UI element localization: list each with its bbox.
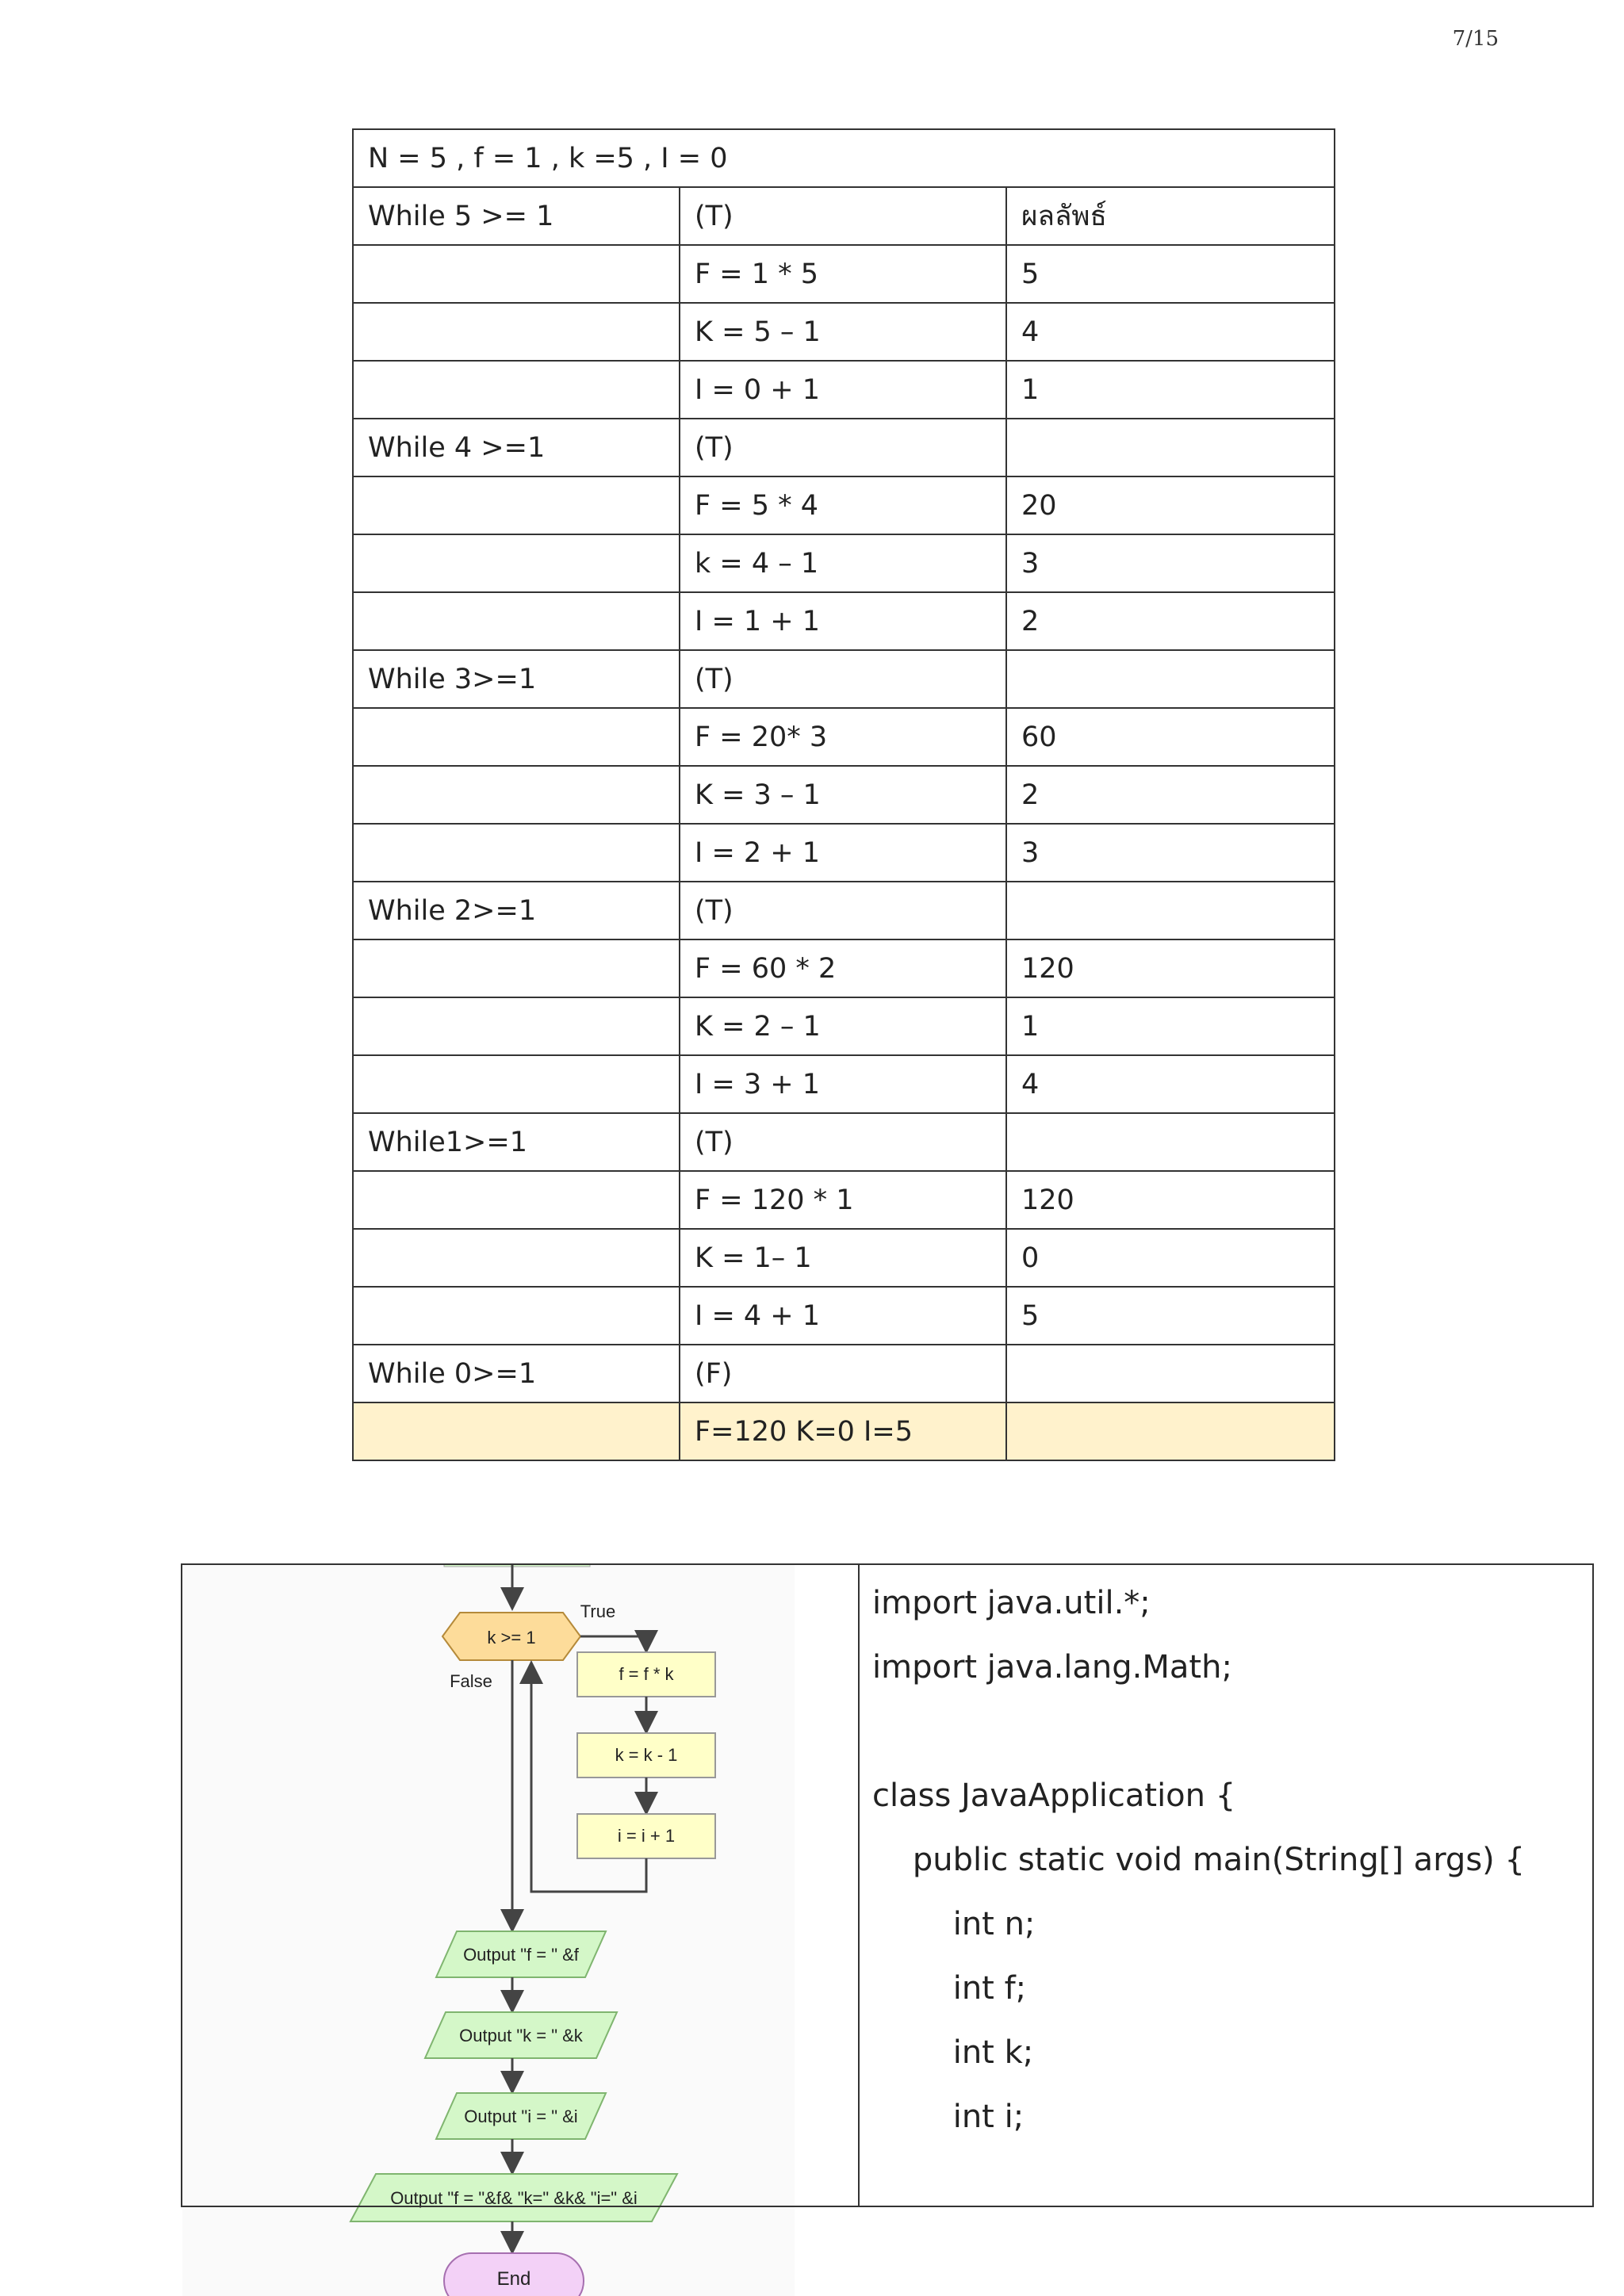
table-row xyxy=(353,419,1335,476)
result-cell: ผลลัพธ์ xyxy=(1006,187,1335,245)
statement-cell: I = 0 + 1 xyxy=(680,361,1006,419)
result-cell xyxy=(1006,1113,1335,1171)
table-row xyxy=(353,1229,1335,1287)
code-line: int i; xyxy=(872,2099,1025,2135)
table-row xyxy=(353,650,1335,708)
statement-cell: F=120 K=0 I=5 xyxy=(680,1402,1006,1460)
condition-cell xyxy=(353,245,680,303)
result-cell: 5 xyxy=(1006,245,1335,303)
result-cell: 120 xyxy=(1006,1171,1335,1229)
condition-cell xyxy=(353,708,680,766)
condition-cell xyxy=(353,592,680,650)
decision-label: k >= 1 xyxy=(487,1628,536,1647)
condition-cell: While1>=1 xyxy=(353,1113,680,1171)
statement-cell: (T) xyxy=(680,187,1006,245)
statement-cell: (T) xyxy=(680,650,1006,708)
statement-cell: (T) xyxy=(680,1113,1006,1171)
result-cell xyxy=(1006,882,1335,939)
frame-left-edge xyxy=(181,1563,182,2207)
page-number: 7/15 xyxy=(1452,27,1499,51)
process-label: k = k - 1 xyxy=(615,1745,678,1765)
condition-cell: While 4 >=1 xyxy=(353,419,680,476)
result-cell: 2 xyxy=(1006,592,1335,650)
result-cell: 20 xyxy=(1006,476,1335,534)
condition-cell: While 3>=1 xyxy=(353,650,680,708)
result-cell xyxy=(1006,1402,1335,1460)
condition-cell: While 5 >= 1 xyxy=(353,187,680,245)
statement-cell: (T) xyxy=(680,419,1006,476)
table-row xyxy=(353,476,1335,534)
table-row xyxy=(353,939,1335,997)
process-label: f = f * k xyxy=(619,1664,674,1684)
result-cell: 3 xyxy=(1006,534,1335,592)
table-row xyxy=(353,534,1335,592)
result-cell: 4 xyxy=(1006,1055,1335,1113)
condition-cell xyxy=(353,476,680,534)
table-row xyxy=(353,1287,1335,1345)
output-label: Output "i = " &i xyxy=(464,2107,578,2126)
statement-cell: I = 4 + 1 xyxy=(680,1287,1006,1345)
condition-cell: While 2>=1 xyxy=(353,882,680,939)
result-cell: 0 xyxy=(1006,1229,1335,1287)
condition-cell xyxy=(353,824,680,882)
code-line: class JavaApplication { xyxy=(872,1777,1236,1814)
table-row xyxy=(353,766,1335,824)
frame-column-divider xyxy=(858,1563,860,2207)
statement-cell: k = 4 – 1 xyxy=(680,534,1006,592)
result-cell: 3 xyxy=(1006,824,1335,882)
statement-cell: I = 2 + 1 xyxy=(680,824,1006,882)
result-cell: 1 xyxy=(1006,997,1335,1055)
result-cell: 60 xyxy=(1006,708,1335,766)
output-label: Output "f = "&f& "k=" &k& "i=" &i xyxy=(390,2188,638,2208)
table-row xyxy=(353,361,1335,419)
table-row xyxy=(353,303,1335,361)
table-row xyxy=(353,1345,1335,1402)
table-row xyxy=(353,1171,1335,1229)
result-cell: 1 xyxy=(1006,361,1335,419)
table-row xyxy=(353,245,1335,303)
table-row xyxy=(353,592,1335,650)
statement-cell: K = 1– 1 xyxy=(680,1229,1006,1287)
statement-cell: F = 20* 3 xyxy=(680,708,1006,766)
statement-cell: F = 1 * 5 xyxy=(680,245,1006,303)
condition-cell xyxy=(353,1229,680,1287)
code-line: public static void main(String[] args) { xyxy=(872,1842,1525,1878)
statement-cell: (F) xyxy=(680,1345,1006,1402)
condition-cell xyxy=(353,534,680,592)
condition-cell xyxy=(353,361,680,419)
trace-table xyxy=(352,128,1335,1461)
condition-cell xyxy=(353,1171,680,1229)
statement-cell: K = 5 – 1 xyxy=(680,303,1006,361)
statement-cell: I = 3 + 1 xyxy=(680,1055,1006,1113)
table-row xyxy=(353,997,1335,1055)
table-row xyxy=(353,1402,1335,1460)
java-code xyxy=(872,1571,1578,2149)
output-label: Output "f = " &f xyxy=(463,1945,579,1965)
process-label: i = i + 1 xyxy=(617,1826,676,1846)
table-row xyxy=(353,129,1335,187)
condition-cell xyxy=(353,939,680,997)
true-label: True xyxy=(580,1601,616,1621)
output-label: Output "k = " &k xyxy=(459,2026,583,2045)
table-row xyxy=(353,882,1335,939)
result-cell: 4 xyxy=(1006,303,1335,361)
statement-cell: I = 1 + 1 xyxy=(680,592,1006,650)
false-label: False xyxy=(450,1671,492,1691)
end-label: End xyxy=(496,2268,531,2290)
statement-cell: K = 2 – 1 xyxy=(680,997,1006,1055)
code-line: import java.util.*; xyxy=(872,1585,1151,1621)
result-cell xyxy=(1006,419,1335,476)
code-line: int f; xyxy=(872,1970,1027,2007)
code-line xyxy=(872,1700,1578,1764)
end-terminal xyxy=(444,2253,584,2296)
result-cell: 120 xyxy=(1006,939,1335,997)
statement-cell: F = 120 * 1 xyxy=(680,1171,1006,1229)
table-row xyxy=(353,1113,1335,1171)
condition-cell xyxy=(353,303,680,361)
table-row xyxy=(353,824,1335,882)
condition-cell xyxy=(353,1287,680,1345)
result-cell: 2 xyxy=(1006,766,1335,824)
result-cell xyxy=(1006,650,1335,708)
statement-cell: K = 3 – 1 xyxy=(680,766,1006,824)
condition-cell xyxy=(353,1055,680,1113)
condition-cell xyxy=(353,766,680,824)
result-cell xyxy=(1006,1345,1335,1402)
code-line: int k; xyxy=(872,2034,1034,2071)
code-line: import java.lang.Math; xyxy=(872,1649,1232,1686)
condition-cell xyxy=(353,1402,680,1460)
statement-cell: F = 60 * 2 xyxy=(680,939,1006,997)
result-cell: 5 xyxy=(1006,1287,1335,1345)
table-row xyxy=(353,187,1335,245)
table-row xyxy=(353,708,1335,766)
statement-cell: (T) xyxy=(680,882,1006,939)
code-line: int n; xyxy=(872,1906,1036,1942)
condition-cell: While 0>=1 xyxy=(353,1345,680,1402)
condition-cell xyxy=(353,997,680,1055)
initial-values-cell: N = 5 , f = 1 , k =5 , I = 0 xyxy=(353,129,1335,187)
table-row xyxy=(353,1055,1335,1113)
statement-cell: F = 5 * 4 xyxy=(680,476,1006,534)
